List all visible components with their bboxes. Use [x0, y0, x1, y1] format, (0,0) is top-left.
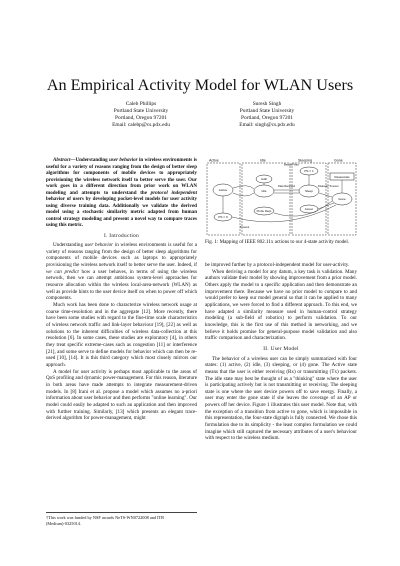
- edge-label: Data Received: [278, 185, 296, 188]
- body-paragraph: be improved further by a protocol-independent model for user-activity.: [205, 262, 350, 268]
- section-heading: I. Introduction: [103, 232, 140, 239]
- abstract-emphasis: user behavior: [109, 157, 138, 163]
- abstract: [46, 157, 197, 229]
- abstract-text: in wireless environments is useful for a variety of reasons ranging from the design of better sleep algorithms for components of mobile devices to appropriately provisioning the wireless network itself to better serve the user. Our work goes in a different direction from prior work on WLAN modeling and attempts to understand the: [46, 157, 197, 196]
- region-active: [207, 163, 240, 235]
- author-address: Portland, Oregon 97201: [115, 115, 167, 121]
- node-label: Sleep: [305, 189, 313, 194]
- footnote: [46, 512, 197, 526]
- body-paragraph: When deriving a model for any datum, a key task is validation. Many authors validate their model by showing improvement from a prior model. Others apply the model to a specific application and then demonstrate an improvement there. Because we have no prior model to compare to and would prefer to keep our model general so that it can be applied to many applications, we were forced to find a different approach. To this end, we have adapted a similarity measure used in human-control strategy modeling (a sub-field of robotics) to perform validation. To our knowledge, this is the first use of this method in networking, and we believe it holds promise for general-purpose model validation and also traffic comparison and characterization.: [205, 268, 357, 342]
- footnote-text: †This work was funded by NSF awards NeTS-WN0722008 and ITR (Medium)-0325014.: [46, 515, 165, 526]
- author-block-2: [212, 101, 322, 129]
- edge-label: Beacon Wait: [284, 163, 299, 167]
- author-email: Email: singh@cs.pdx.edu: [239, 122, 295, 128]
- node-label: Idle: [261, 189, 267, 194]
- author-email: Email: calebp@cs.pdx.edu: [112, 122, 170, 128]
- node-label: PS = 0: [218, 215, 228, 220]
- author-name: Caleb Phillips: [125, 101, 157, 107]
- state-label: Active: [209, 158, 219, 163]
- state-label: Gone: [334, 158, 343, 163]
- author-block-1: [86, 101, 196, 129]
- abstract-text: —Understanding: [70, 157, 110, 163]
- right-column: [205, 262, 357, 442]
- node-label: Active: [218, 188, 228, 193]
- author-affiliation: Portland State University: [113, 108, 169, 114]
- node-label: Assoc: [304, 207, 314, 212]
- abstract-lead: Abstract: [53, 157, 71, 163]
- author-name: Suresh Singh: [252, 101, 282, 107]
- node-label: PS = 1: [304, 169, 314, 174]
- body-paragraph: Understanding user behavior in wireless environments is useful for a variety of reasons ranging from the design of better sleep algorithms for components of mobile devices such as laptops to appropriately provisioning the wireless network itself to better serve the user. Indeed, if we can predict how a user behaves, in terms of using the wireless network, then we can attempt ambitious system-level approaches for resource allocation within the wireless local-area-network (WLAN) as well as provide hints to the user device itself on when to power off which components.: [46, 242, 197, 302]
- author-affiliation: Portland State University: [239, 108, 295, 114]
- abstract-text: behavior of users by developing pocket-level models for user activity using diverse training data. Additionally we validate the derived model using a stochastic similarity metric adapted from human control strategy modeling and present a novel way to compare traces using this metric.: [46, 196, 197, 228]
- edge: [232, 205, 336, 222]
- edge-label: Disassoc Timeout: [318, 185, 339, 188]
- state-label: Idle: [260, 158, 266, 163]
- edge-label: Timeout: [240, 226, 250, 229]
- node-label: Probe Reqs: [256, 209, 272, 214]
- body-paragraph: A model for user activity is perhaps most applicable to the areas of QoS profiling and dynamic power-management. For this reason, literature in both areas have made attempts to integrate measurement-driven models. In [8] Irani et al. propose a model which assumes no a-priori information about user behavior and then performs "online learning". Our model could easily be adapted to such an application and then improved with further training. Similarly, [13] which presents an elegant trace-derived algorithm for power-management, might: [46, 368, 197, 422]
- body-paragraph: The behavior of a wireless user can be simply summarized with four states: (1) active, (2) idle, (3) sleeping, or (4) gone. The Active state means that the user is either receiving (Rx) or transmitting (Tx) packets. The idle state may best be thought of as a "thinking" state where the user is participating actively but is not transmitting or receiving. The sleeping state is one where the user device powers off to save energy. Finally, a user may enter the gone state if she leaves the coverage of an AP or powers off her device. Figure 1 illustrates this user model. Note that, with the exception of a transition from active to gone, which is impossible in this representation, the four-state digraph is fully connected. We chose this formulation due to its simplicity - the least complex formulation we could imagine which still captured the necessary attributes of a user's behaviour with respect to the wireless medium.: [205, 355, 357, 442]
- node-label: Disassociate: [334, 175, 350, 179]
- state-label: Sleeping: [298, 158, 312, 163]
- figure-state-diagram: [206, 157, 357, 237]
- region-idle: [242, 163, 290, 235]
- paper-title: An Empirical Activity Model for WLAN Users: [46, 76, 354, 94]
- left-column: [46, 157, 197, 422]
- section-heading: II. User Model: [263, 345, 299, 352]
- abstract-emphasis: protocol independent: [150, 189, 197, 196]
- edge: [233, 186, 254, 189]
- edge: [319, 193, 332, 197]
- author-address: Portland, Oregon 97201: [241, 115, 293, 121]
- node-label: Gone: [338, 197, 346, 202]
- figure-caption: Fig. 1: Mapping of IEEE 802.11x actions to our 4-state activity model.: [205, 239, 350, 245]
- body-paragraph: Much work has been done to characterize wireless network usage at coarse time-resolution and in the aggregate [12]. More recently, there have been some studies with regard to the fine-time scale characteristics of wireless network traffic and link-layer behaviour [19], [22] as well as solutions to the inherent difficulties of wireless data-collection at this resolution [6]. In some cases, these studies are exploratory [4], in others they treat specific extreme-cases such as congestion [11] or interference [21], and some serve to define models for behavior which can then be re-used [10], [14]. It is this third category which most closely mirrors our approach.: [46, 302, 197, 368]
- edge: [233, 193, 254, 196]
- node-label: Auth: [260, 177, 268, 182]
